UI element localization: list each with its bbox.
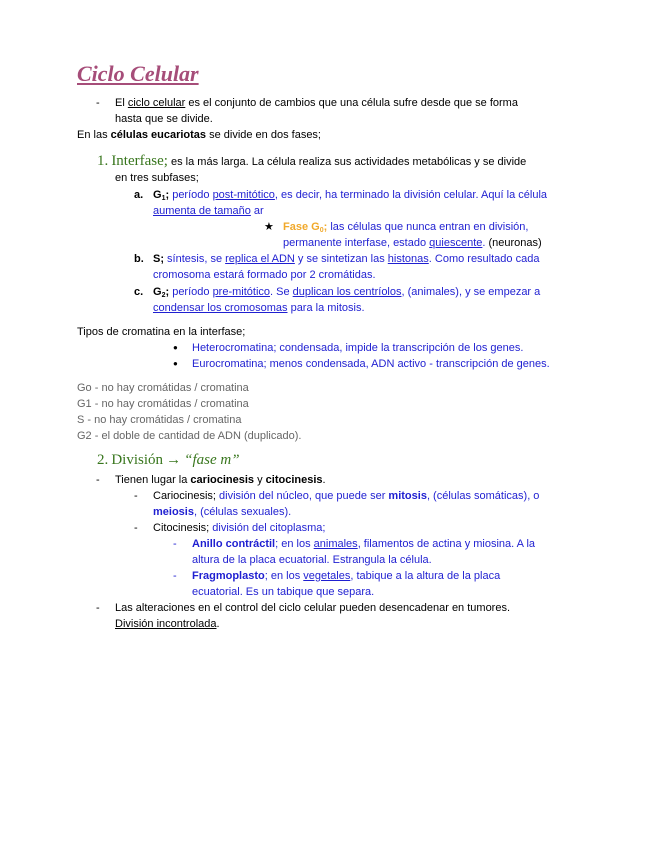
- bullet-dash: -: [96, 97, 100, 109]
- cariocinesis-line-1: Cariocinesis; división del núcleo, que puede ser mitosis, (células somáticas), o: [153, 490, 540, 502]
- citocinesis-line: Citocinesis; división del citoplasma;: [153, 522, 326, 534]
- alteraciones-line-1: Las alteraciones en el control del ciclo celular pueden desencadenar en tumores.: [115, 602, 511, 614]
- division-heading: División: [111, 452, 163, 468]
- g0-line-2: permanente interfase, estado quiescente. (neuronas): [283, 237, 542, 249]
- bullet-dot: ●: [173, 359, 178, 368]
- bullet-dot: ●: [173, 343, 178, 352]
- phase-note: G2 - el doble de cantidad de ADN (duplicado).: [77, 430, 302, 442]
- fragmo-line-2: ecuatorial. Es un tabique que separa.: [192, 586, 375, 598]
- g2-line-1: $G_2$; período pre-mitótico. Se duplican los centríolos, (animales), y se empezar a: [153, 286, 541, 299]
- fragmo-line-1: Fragmoplasto; en los vegetales, tabique a la altura de la placa: [192, 570, 501, 582]
- s-line-2: cromosoma estará formado por 2 cromátidas.: [153, 269, 376, 281]
- star-icon: ★: [264, 221, 274, 233]
- s-line-1: S; síntesis, se replica el ADN y se sintetizan las histonas. Como resultado cada: [153, 253, 540, 265]
- arrow-icon: →: [166, 452, 182, 468]
- eucariotas-line: En las células eucariotas se divide en dos fases;: [77, 129, 321, 141]
- bullet-dash: -: [173, 570, 177, 582]
- bullet-dash: -: [96, 474, 100, 486]
- marker-a: a.: [134, 189, 144, 201]
- intro-line-1: El ciclo celular es el conjunto de cambios que una célula sufre desde que se forma: [115, 97, 518, 109]
- bullet-dash: -: [96, 602, 100, 614]
- link-ciclo-celular: ciclo celular: [127, 97, 186, 109]
- interfase-heading-line: 1. Interfase; es la más larga. La célula realiza sus actividades metabólicas y se divide: [97, 153, 527, 169]
- page-title: Ciclo Celular: [77, 61, 199, 86]
- marker-b: b.: [134, 253, 144, 265]
- g1-line-2: aumenta de tamaño ar: [153, 205, 264, 217]
- interfase-heading: Interfase;: [111, 153, 168, 169]
- bullet-dash: -: [134, 490, 138, 502]
- interfase-number: 1.: [97, 153, 109, 169]
- division-line-1: Tienen lugar la cariocinesis y citocinesis.: [115, 474, 326, 486]
- division-number: 2.: [97, 452, 109, 468]
- bullet-dash: -: [134, 522, 138, 534]
- anillo-line-1: Anillo contráctil; en los animales, filamentos de actina y miosina. A la: [192, 538, 536, 550]
- anillo-line-2: altura de la placa ecuatorial. Estrangula la célula.: [192, 554, 432, 566]
- cromatina-item: Heterocromatina; condensada, impide la transcripción de los genes.: [192, 342, 524, 354]
- g1-line-1: $G_1$; período post-mitótico, es decir, ha terminado la división celular. Aquí la célula: [153, 189, 548, 202]
- g2-line-2: condensar los cromosomas para la mitosis.: [153, 302, 365, 314]
- marker-c: c.: [134, 286, 144, 298]
- cariocinesis-line-2: meiosis, (células sexuales).: [153, 506, 292, 518]
- phase-note: Go - no hay cromátidas / cromatina: [77, 382, 249, 394]
- phase-note: S - no hay cromátidas / cromatina: [77, 414, 242, 426]
- g0-line-1: Fase $G_0$; las células que nunca entran en división,: [283, 221, 529, 234]
- alteraciones-line-2: División incontrolada.: [115, 618, 220, 630]
- cromatina-item: Eurocromatina; menos condensada, ADN activo - transcripción de genes.: [192, 358, 550, 370]
- cromatina-intro: Tipos de cromatina en la interfase;: [77, 326, 246, 338]
- phase-note: G1 - no hay cromátidas / cromatina: [77, 398, 249, 410]
- division-heading-line: 2. División → “fase m”: [97, 452, 240, 468]
- interfase-line-2: en tres subfases;: [115, 172, 199, 184]
- bullet-dash: -: [173, 538, 177, 550]
- intro-line-2: hasta que se divide.: [115, 113, 213, 125]
